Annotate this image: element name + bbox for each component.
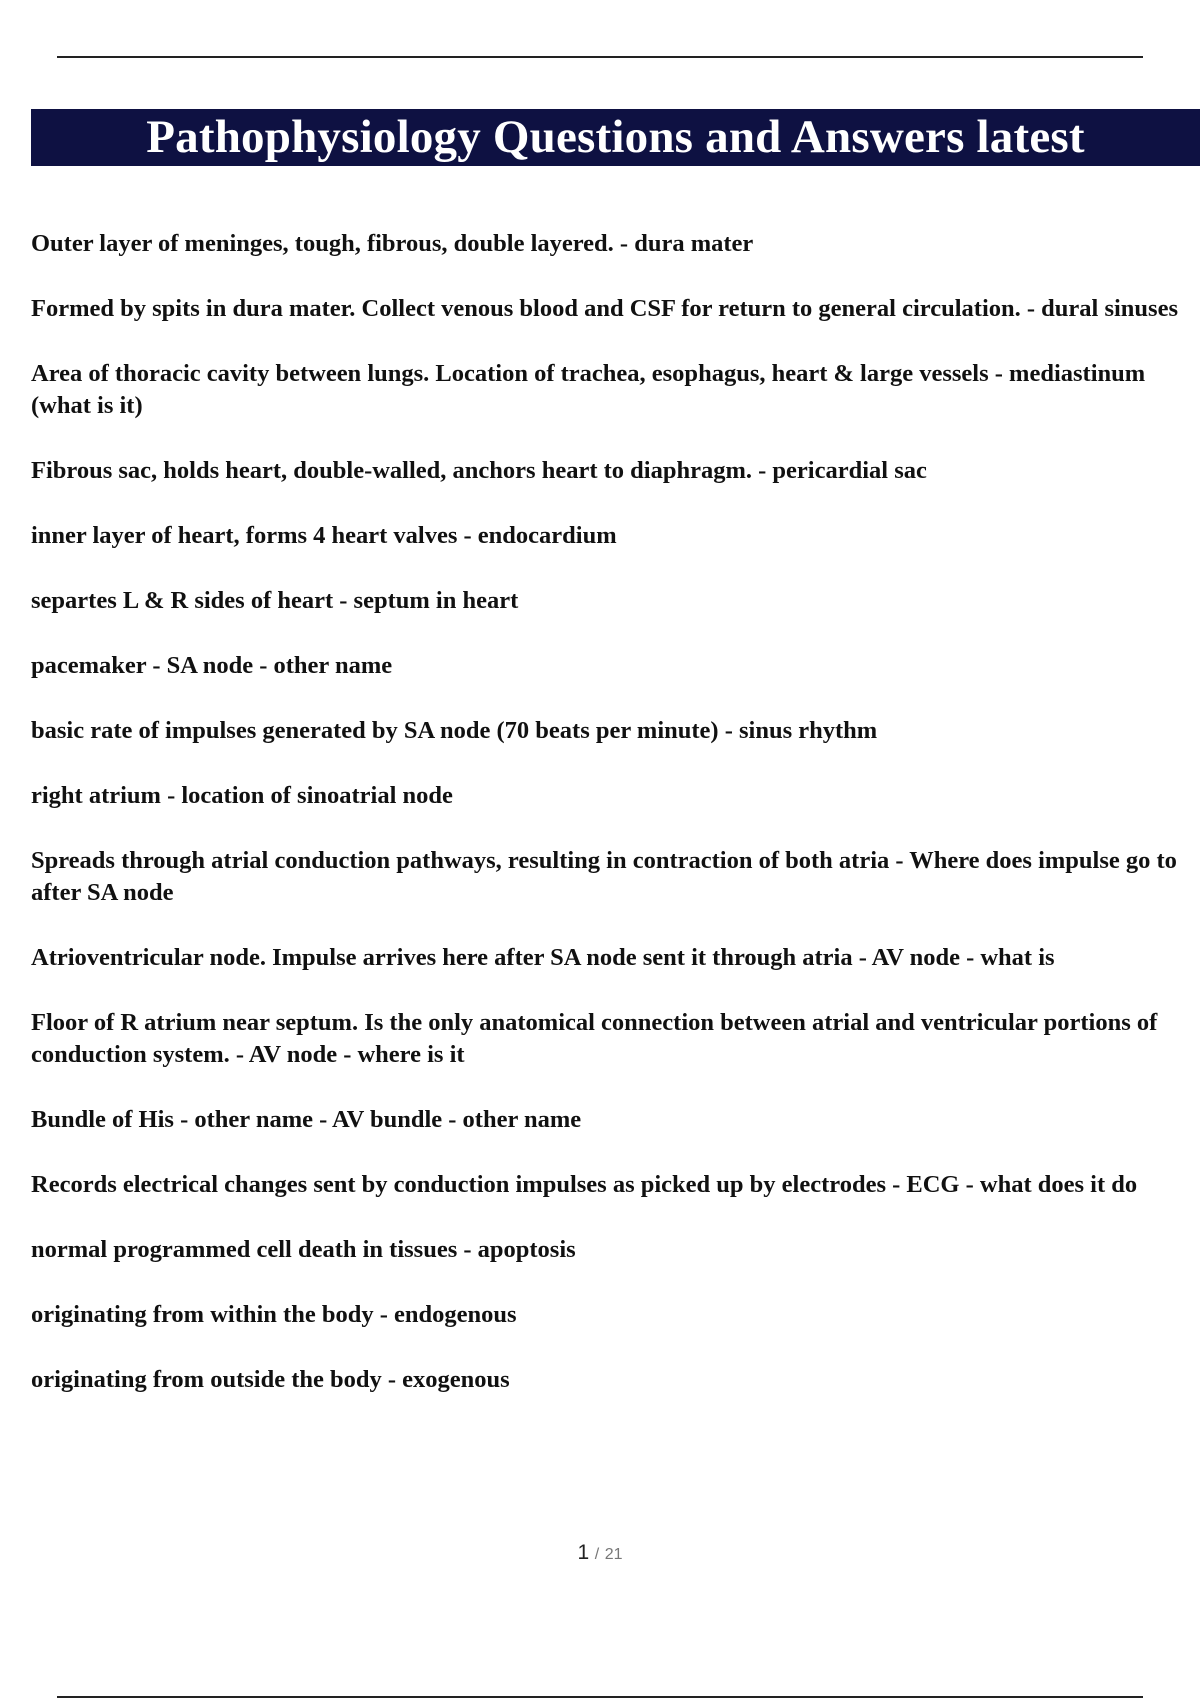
- qa-list: [31, 228, 1196, 1429]
- qa-item: Fibrous sac, holds heart, double-walled, anchors heart to diaphragm. - pericardial sac: [31, 457, 927, 484]
- page-indicator: [0, 1541, 1200, 1565]
- qa-item: Outer layer of meninges, tough, fibrous, double layered. - dura mater: [31, 230, 754, 257]
- document-title: Pathophysiology Questions and Answers latest: [146, 111, 1085, 163]
- bottom-rule: [57, 1696, 1143, 1698]
- top-rule: [57, 56, 1143, 58]
- page-total: 21: [604, 1546, 623, 1563]
- qa-item: right atrium - location of sinoatrial node: [31, 782, 453, 809]
- qa-item: Formed by spits in dura mater. Collect venous blood and CSF for return to general circulation. - dural sinuses: [31, 295, 1179, 322]
- qa-item: inner layer of heart, forms 4 heart valves - endocardium: [31, 522, 617, 549]
- qa-item: basic rate of impulses generated by SA node (70 beats per minute) - sinus rhythm: [31, 717, 878, 744]
- qa-item: Atrioventricular node. Impulse arrives here after SA node sent it through atria - AV node - what is: [31, 944, 1055, 971]
- qa-item: Area of thoracic cavity between lungs. Location of trachea, esophagus, heart & large vessels - mediastinum (what is it): [31, 360, 1146, 419]
- qa-item: separtes L & R sides of heart - septum in heart: [31, 587, 519, 614]
- page-separator: /: [594, 1546, 600, 1563]
- title-banner: [31, 109, 1200, 166]
- qa-item: Floor of R atrium near septum. Is the only anatomical connection between atrial and ventricular portions of conduction system. - AV node - where is it: [31, 1009, 1158, 1068]
- qa-item: normal programmed cell death in tissues - apoptosis: [31, 1236, 576, 1263]
- qa-item: originating from within the body - endogenous: [31, 1301, 517, 1328]
- qa-item: Records electrical changes sent by conduction impulses as picked up by electrodes - ECG - what does it do: [31, 1171, 1138, 1198]
- qa-item: Bundle of His - other name - AV bundle - other name: [31, 1106, 582, 1133]
- qa-item: pacemaker - SA node - other name: [31, 652, 393, 679]
- qa-item: originating from outside the body - exogenous: [31, 1366, 510, 1393]
- page-current: 1: [577, 1541, 590, 1564]
- qa-item: Spreads through atrial conduction pathways, resulting in contraction of both atria - Where does impulse go to after SA node: [31, 847, 1177, 906]
